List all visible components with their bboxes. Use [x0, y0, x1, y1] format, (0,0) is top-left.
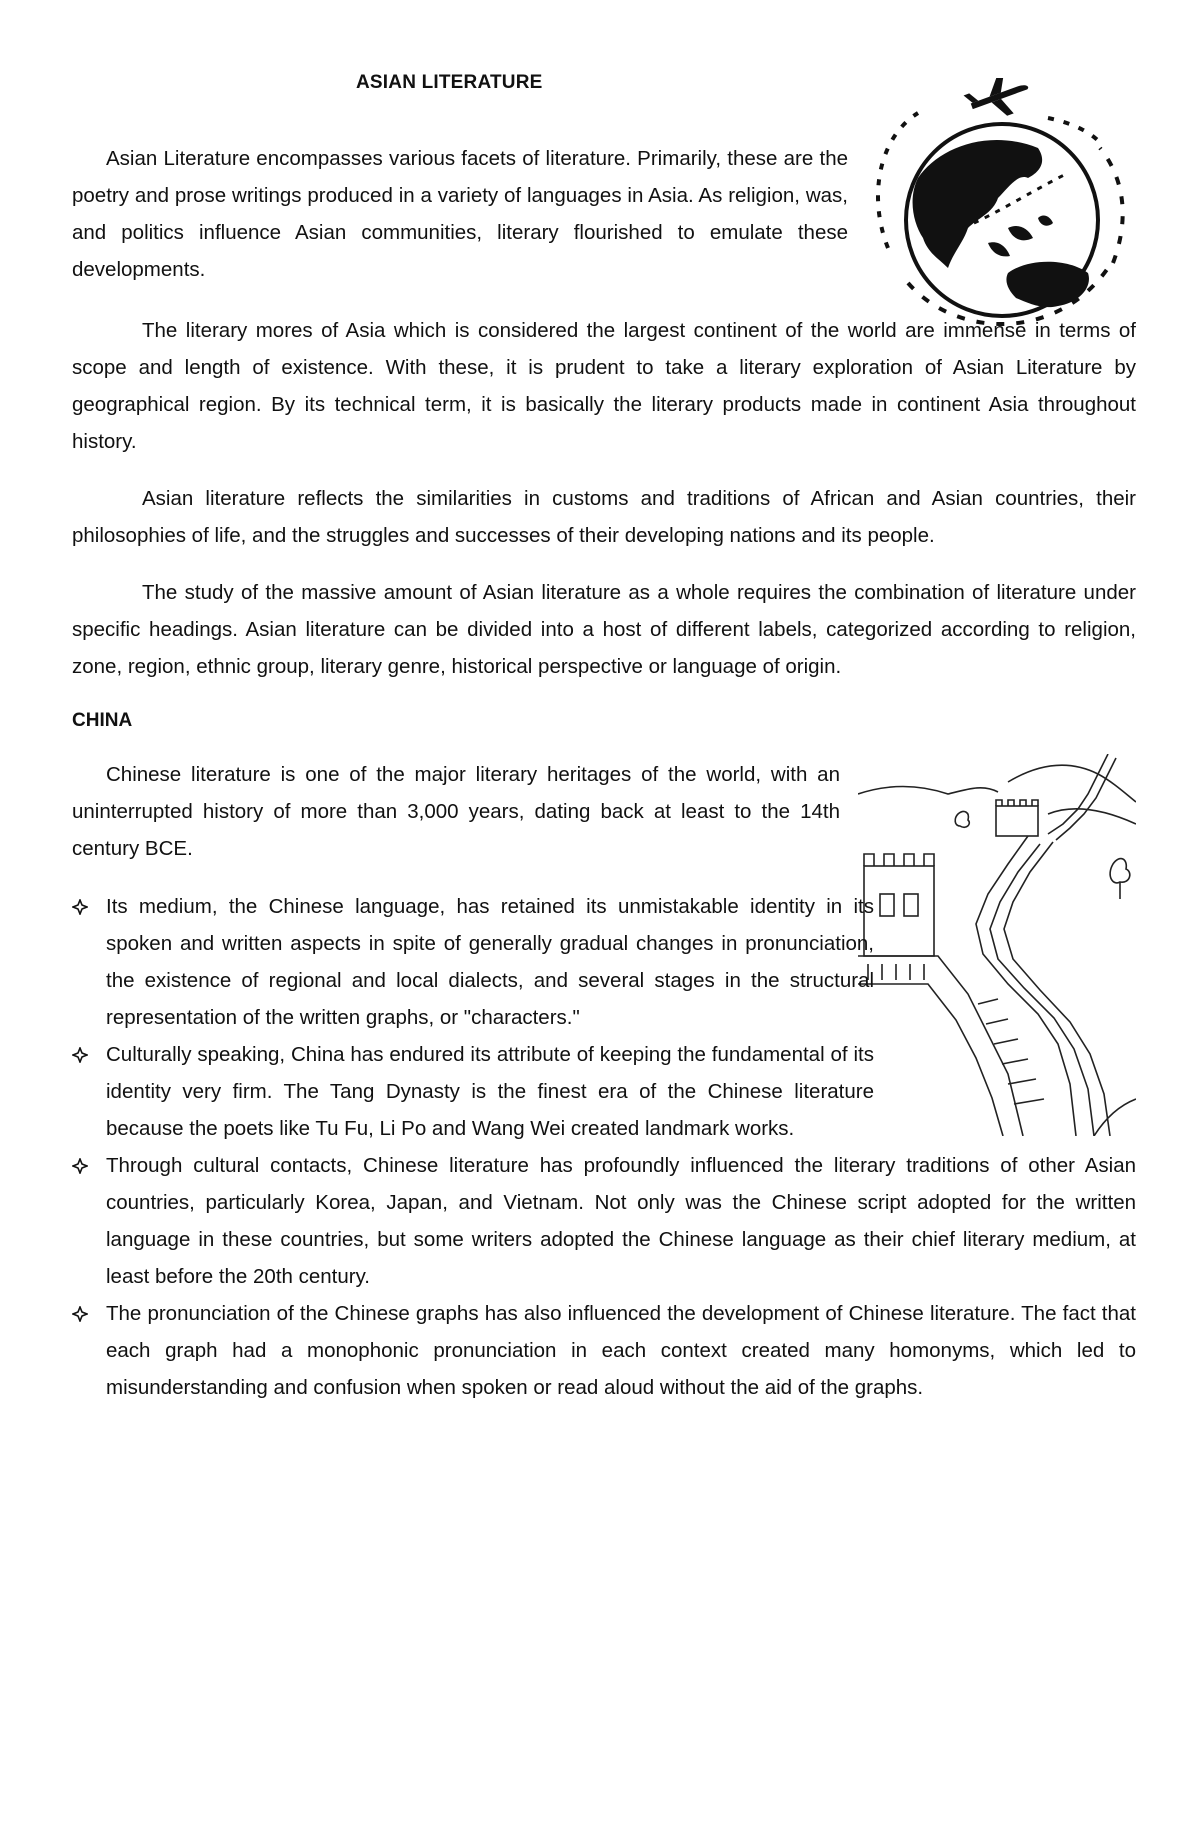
paragraph-text: Asian literature reflects the similarities in customs and traditions of African and Asian countries, their philosophies of life, and the struggles and successes of their developing nations and its people.	[72, 487, 1136, 547]
section-heading-china: CHINA	[72, 710, 133, 731]
paragraph-text: The literary mores of Asia which is considered the largest continent of the world are immense in terms of scope and length of existence. With these, it is prudent to take a literary exploration of Asian Literature by geographical region. By its technical term, it is basically the literary products made in continent Asia throughout history.	[72, 319, 1136, 453]
list-item-text: Through cultural contacts, Chinese literature has profoundly influenced the literary traditions of other Asian countries, particularly Korea, Japan, and Vietnam. Not only was the Chinese script adopted for the written language in these countries, but some writers adopted the Chinese language as their chief literary medium, at least before the 20th century.	[106, 1154, 1136, 1288]
intro-paragraph-1	[72, 140, 848, 288]
intro-paragraph-4	[72, 574, 1136, 685]
list-item-text: The pronunciation of the Chinese graphs has also influenced the development of Chinese literature. The fact that each graph had a monophonic pronunciation in each context created many homonyms, which led to misunderstanding and confusion when spoken or read aloud without the aid of the graphs.	[106, 1302, 1136, 1399]
list-item	[72, 1147, 1136, 1295]
china-intro	[72, 756, 840, 867]
diamond-bullet-icon	[72, 1047, 88, 1063]
diamond-bullet-icon	[72, 899, 88, 915]
list-item-text: Its medium, the Chinese language, has retained its unmistakable identity in its spoken and written aspects in spite of generally gradual changes in pronunciation, the existence of regional and local dialects, and several stages in the structural representation of the written graphs, or "characters."	[106, 895, 874, 1029]
paragraph-text: Asian Literature encompasses various facets of literature. Primarily, these are the poetry and prose writings produced in a variety of languages in Asia. As religion, was, and politics influence Asian communities, literary flourished to emulate these developments.	[72, 147, 848, 281]
list-item	[72, 1295, 1136, 1406]
china-bullet-list	[72, 888, 1136, 1406]
diamond-bullet-icon	[72, 1306, 88, 1322]
page-title: ASIAN LITERATURE	[356, 72, 543, 93]
list-item	[72, 1036, 874, 1147]
intro-paragraph-3	[72, 480, 1136, 554]
paragraph-text: The study of the massive amount of Asian literature as a whole requires the combination of literature under specific headings. Asian literature can be divided into a host of different labels, categorized according to religion, zone, region, ethnic group, literary genre, historical perspective or language of origin.	[72, 581, 1136, 678]
list-item	[72, 888, 874, 1036]
intro-paragraph-2	[72, 312, 1136, 460]
diamond-bullet-icon	[72, 1158, 88, 1174]
list-item-text: Culturally speaking, China has endured its attribute of keeping the fundamental of its identity very firm. The Tang Dynasty is the finest era of the Chinese literature because the poets like Tu Fu, Li Po and Wang Wei created landmark works.	[106, 1043, 874, 1140]
paragraph-text: Chinese literature is one of the major literary heritages of the world, with an uninterrupted history of more than 3,000 years, dating back at least to the 14th century BCE.	[72, 763, 840, 860]
